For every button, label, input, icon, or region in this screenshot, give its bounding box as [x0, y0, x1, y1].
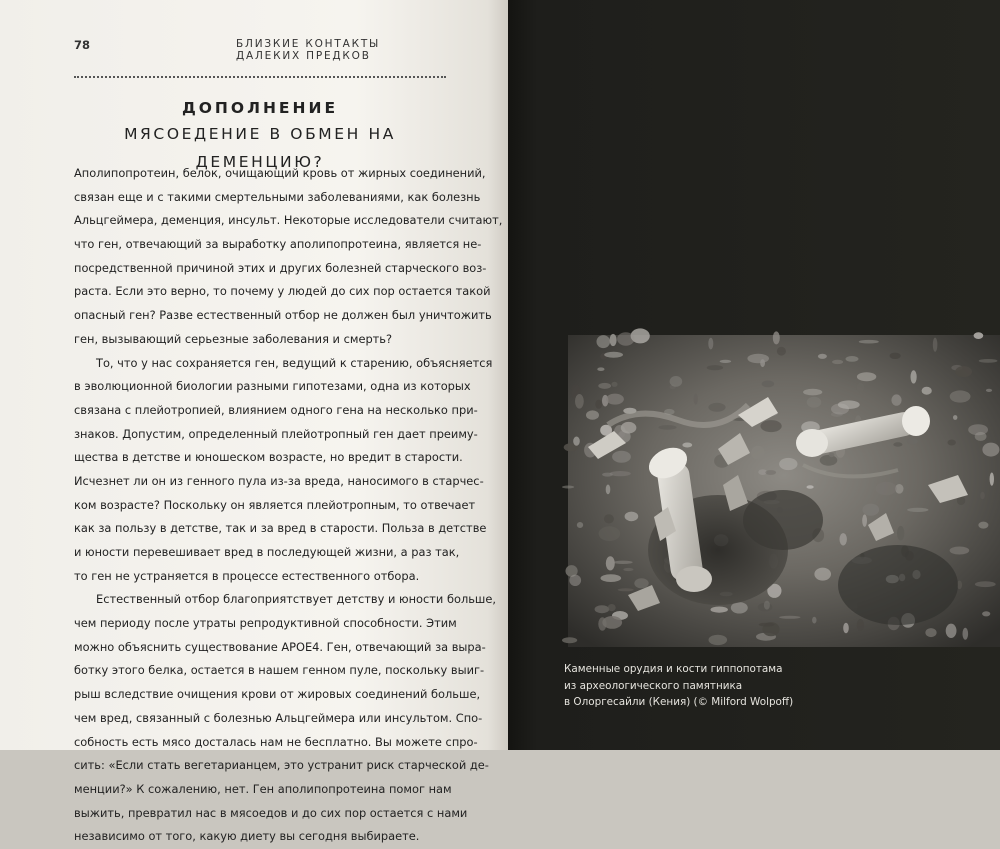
pebble	[814, 568, 831, 581]
pebble	[586, 410, 599, 419]
pebble	[670, 376, 683, 387]
pebble	[963, 628, 969, 640]
pebble	[857, 372, 876, 381]
pebble	[779, 458, 797, 470]
pebble	[950, 390, 971, 402]
pebble	[982, 443, 999, 457]
pebble	[608, 604, 616, 611]
pebble	[897, 526, 904, 541]
pebble	[601, 574, 622, 582]
pebble	[595, 400, 602, 409]
pebble	[602, 473, 613, 477]
pebble	[807, 485, 814, 489]
body-text-line: посредственной причиной этих и других болезней старческого воз-	[74, 260, 487, 275]
body-text-line: раста. Если это верно, то почему у людей до сих пор остается такой	[74, 284, 491, 299]
body-text-line: собность есть мясо досталась нам не бесплатно. Вы можете спро-	[74, 734, 478, 749]
pebble	[975, 581, 996, 587]
pebble	[911, 370, 917, 383]
sidebar-kicker: ДОПОЛНЕНИЕ	[181, 99, 339, 117]
body-text-line: в эволюционной биологии разными гипотезами, одна из которых	[74, 379, 471, 394]
pebble	[907, 438, 918, 444]
pebble	[933, 338, 938, 352]
pebble	[707, 365, 723, 370]
body-text-line: знаков. Допустим, определенный плейотропный ген дает преиму-	[74, 426, 478, 441]
pebble	[562, 486, 574, 489]
pebble	[925, 628, 936, 637]
pebble	[840, 533, 847, 545]
body-text-line: То, что у нас сохраняется ген, ведущий к старению, объясняется	[96, 355, 493, 370]
pebble	[946, 624, 957, 638]
body-text-line: и юности перевешивает вред в последующей жизни, а раз так,	[74, 545, 460, 559]
pebble	[893, 442, 902, 446]
pebble	[922, 387, 932, 395]
pebble	[569, 575, 581, 586]
pebble	[711, 607, 728, 613]
pebble	[807, 397, 822, 408]
pebble	[610, 334, 617, 346]
pebble	[761, 420, 782, 432]
pebble	[694, 394, 698, 405]
pebble	[573, 437, 580, 446]
pebble	[953, 415, 957, 420]
pebble	[907, 508, 928, 512]
pebble	[604, 352, 623, 358]
pebble	[577, 522, 583, 528]
pebble	[968, 424, 988, 435]
pebble	[575, 394, 584, 409]
pebble	[762, 381, 775, 388]
body-text-line: щества в детстве и юношеском возрасте, но вредит в старости.	[74, 450, 463, 465]
caption-line: Каменные орудия и кости гиппопотама	[564, 663, 783, 675]
body-text-line: чем вред, связанный с болезнью Альцгеймера или инсультом. Спо-	[74, 710, 483, 725]
pebble	[708, 338, 713, 350]
pebble	[682, 443, 692, 448]
pebble	[846, 356, 859, 362]
body-text-line: ген, вызывающий серьезные заболевания и смерть?	[74, 331, 393, 346]
pebble	[731, 602, 748, 613]
pebble	[623, 568, 633, 571]
dotted-divider	[74, 76, 446, 78]
body-text-line: как за пользу в детстве, так и за вред в старости. Польза в детстве	[74, 521, 487, 536]
pebble	[832, 360, 843, 364]
pebble	[857, 383, 865, 392]
pebble	[812, 617, 816, 624]
body-text	[74, 162, 503, 849]
pebble	[602, 616, 622, 629]
pebble	[773, 331, 780, 344]
pebble	[829, 453, 835, 458]
pebble	[859, 340, 879, 344]
pebble	[759, 623, 775, 627]
running-head-title: БЛИЗКИЕ КОНТАКТЫ ДАЛЕКИХ ПРЕДКОВ	[236, 38, 381, 62]
pebble	[764, 601, 770, 610]
pebble	[876, 482, 897, 496]
pebble	[777, 347, 786, 356]
sidebar-title: МЯСОЕДЕНИЕ В ОБМЕН НА ДЕМЕНЦИЮ?	[124, 125, 396, 171]
body-text-line: можно объяснить существование APOE4. Ген, отвечающий за выра-	[74, 639, 486, 654]
pebble	[820, 455, 838, 466]
pebble	[604, 514, 614, 523]
pebble	[779, 616, 800, 619]
body-text-line: выжить, превратил нас в мясоедов и до сих пор остается с нами	[74, 805, 468, 820]
pebble	[862, 514, 867, 526]
pebble	[613, 561, 632, 564]
pebble	[562, 637, 577, 643]
pebble	[595, 605, 610, 613]
excavation-photo	[568, 335, 1000, 647]
pebble	[955, 366, 972, 377]
pebble	[980, 492, 985, 500]
pebble	[597, 335, 611, 348]
body-text-line: ботку этого белка, остается в нашем генном пуле, поскольку выиг-	[74, 663, 485, 678]
caption-line: из археологического памятника	[564, 679, 743, 692]
pebble	[599, 526, 621, 541]
body-text-line: менции?» К сожалению, нет. Ген аполипопротеина помог нам	[74, 781, 452, 796]
pebble	[979, 359, 998, 363]
pebble	[857, 619, 864, 631]
body-text-line: связан еще и с такими смертельными заболеваниями, как болезнь	[74, 189, 481, 204]
body-text-line: рыш вследствие очищения крови от жировых соединений больше,	[74, 687, 481, 702]
pebble	[621, 422, 637, 434]
pebble	[617, 332, 634, 345]
page-number: 78	[74, 38, 91, 52]
pebble	[658, 425, 676, 430]
pebble	[597, 367, 604, 371]
body-text-line: то ген не устраняется в процессе естественного отбора.	[74, 568, 420, 583]
pebble	[747, 354, 769, 364]
pebble	[606, 556, 615, 570]
body-text-line: Альцгеймера, деменция, инсульт. Некоторые исследователи считают,	[74, 213, 503, 228]
pebble	[634, 578, 648, 588]
pebble	[990, 473, 994, 486]
body-text-line: что ген, отвечающий за выработку аполипопротеина, является не-	[74, 237, 482, 252]
body-text-line: Исчезнет ли он из генного пула из-за вреда, наносимого в старчес-	[74, 473, 484, 488]
pebble	[751, 446, 765, 460]
pebble	[803, 389, 822, 396]
body-text-line: независимо от того, какую диету вы сегодня выбираете.	[74, 829, 420, 844]
body-text-line: связана с плейотропией, влиянием одного гена на несколько при-	[74, 402, 478, 417]
pebble	[843, 623, 849, 634]
pebble	[606, 485, 611, 495]
pebble	[890, 353, 901, 359]
pebble	[982, 611, 990, 616]
pebble	[986, 389, 992, 392]
pebble	[720, 360, 732, 363]
body-text-line: ком возрасте? Поскольку он является плейотропным, то отвечает	[74, 497, 476, 512]
caption-line: в Олоргесайли (Кения) (© Milford Wolpoff)	[564, 696, 794, 708]
pebble	[611, 382, 617, 387]
body-text-line: чем периоду после утраты репродуктивной способности. Этим	[74, 616, 457, 631]
pebble	[618, 588, 634, 591]
pebble	[818, 354, 827, 359]
pebble	[625, 512, 639, 522]
pebble	[598, 383, 611, 389]
pebble	[948, 440, 956, 446]
pebble	[978, 522, 988, 529]
pebble	[950, 547, 970, 555]
pebble	[612, 451, 631, 463]
pebble	[606, 394, 624, 405]
pebble	[610, 471, 631, 476]
pebble	[708, 403, 725, 412]
pebble	[891, 394, 901, 405]
pebble	[709, 635, 728, 645]
pebble	[974, 332, 984, 339]
photo-image	[568, 335, 1000, 647]
pebble	[838, 400, 860, 409]
photo-caption	[564, 661, 824, 711]
pebble	[765, 470, 776, 475]
body-text-line: Аполипопротеин, белок, очищающий кровь от жирных соединений,	[74, 166, 486, 180]
pebble	[863, 504, 880, 516]
body-text-line: сить: «Если стать вегетарианцем, это устранит риск старческой де-	[74, 758, 489, 773]
body-text-line: опасный ген? Разве естественный отбор не должен был уничтожить	[74, 308, 492, 323]
body-text-line: Естественный отбор благоприятствует детству и юности больше,	[96, 592, 496, 607]
